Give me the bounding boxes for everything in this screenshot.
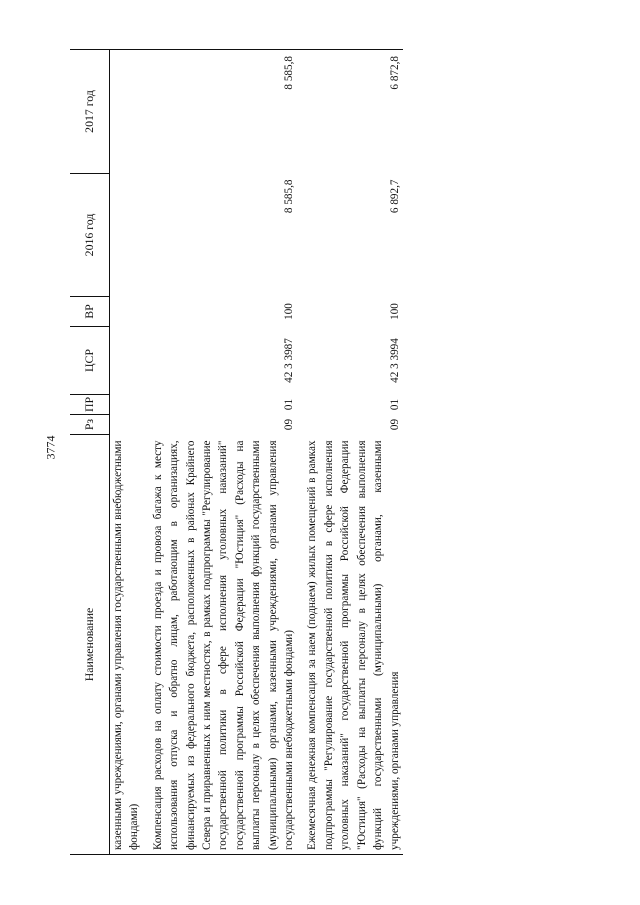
table-row — [143, 50, 298, 855]
table-row — [110, 50, 143, 855]
header-2017: 2017 год — [70, 50, 110, 174]
table-header-row — [70, 50, 110, 855]
row-2017: 8 585,8 — [143, 50, 298, 174]
header-name: Наименование — [70, 435, 110, 855]
header-vr: ВР — [70, 297, 110, 327]
header-csr: ЦСР — [70, 327, 110, 395]
row-rz: 09 — [388, 418, 401, 431]
row-vr: 100 — [388, 303, 401, 320]
row-vr: 100 — [283, 303, 296, 320]
header-2016: 2016 год — [70, 174, 110, 297]
row-name: Ежемесячная денежная компенсация за наем (поднаем) жилых помещений в рамках подпрограммы "Регулирование государственной политики в сфере исполнения уголовных наказаний" государственной программы Российской Федерации "Юстиция" (Расходы на выплаты персоналу в целях обеспечения выполнения функций государственными (муниципальными) органами, казенными учреждениями, органами управления — [297, 435, 402, 855]
row-2016: 8 585,8 — [283, 179, 296, 214]
table-row — [297, 50, 402, 855]
row-rz: 09 — [283, 418, 296, 431]
row-pr: 01 — [283, 398, 296, 411]
row-2017: 6 872,8 — [297, 50, 402, 174]
row-2016: 6 892,7 — [388, 179, 401, 214]
header-pr: ПР — [70, 395, 110, 415]
row-csr: 42 3 3994 — [388, 338, 401, 383]
rotated-page-content — [70, 50, 590, 855]
continuation-text: казенными учреждениями, органами управления государственными внебюджетными фондами) — [110, 435, 143, 855]
page-number: 3774 — [43, 435, 58, 460]
budget-table — [70, 49, 403, 855]
header-rz: Рз — [70, 415, 110, 435]
row-csr: 42 3 3987 — [283, 338, 296, 383]
row-pr: 01 — [388, 398, 401, 411]
row-name: Компенсация расходов на оплату стоимости проезда и провоза багажа к месту использования отпуска и обратно лицам, работающим в организациях, финансируемых из федерального бюджета, расположенных в районах Крайнего Севера и приравненных к ним местностях, в рамках подпрограммы "Регулирование государственной политики в сфере исполнения уголовных наказаний" государственной программы Российской Федерации "Юстиция" (Расходы на выплаты персоналу в целях обеспечения выполнения функций государственными (муниципальными) органами, казенными учреждениями, органами управления государственными внебюджетными фондами) — [143, 435, 298, 855]
